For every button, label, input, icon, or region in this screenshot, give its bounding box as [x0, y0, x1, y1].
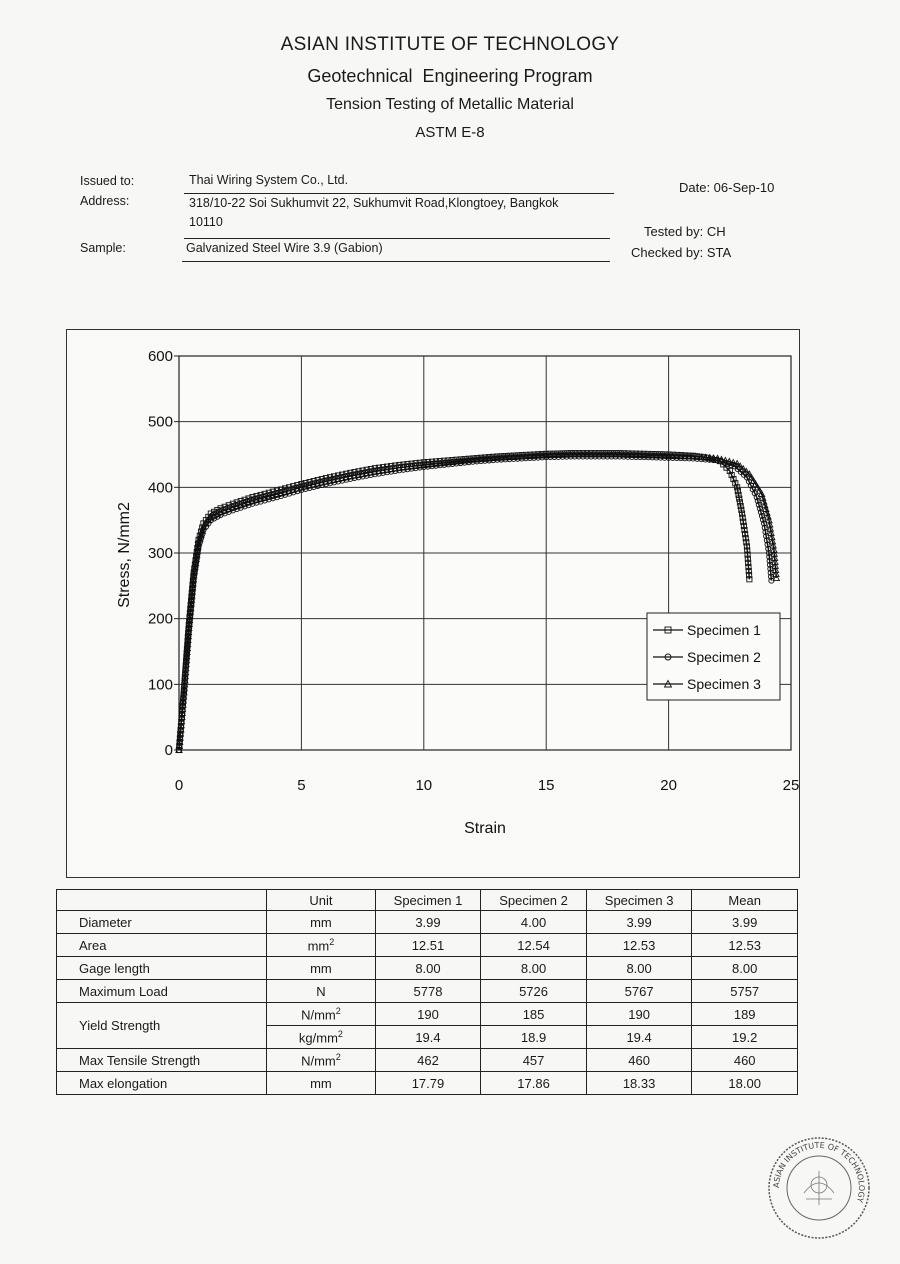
- table-row-yield-strength-n: [57, 1003, 798, 1026]
- cell-specimen-3: 3.99: [586, 911, 692, 934]
- stress-strain-chart: [66, 329, 800, 878]
- x-axis-title: Strain: [464, 820, 506, 837]
- x-tick-label: 10: [415, 777, 433, 794]
- x-tick-label: 15: [537, 777, 555, 794]
- test-date: Date: 06-Sep-10: [679, 180, 775, 195]
- x-tick-label: 0: [174, 777, 184, 794]
- unit-base: N/mm: [301, 1053, 336, 1069]
- cell-specimen-1: 8.00: [375, 957, 481, 980]
- unit-superscript: 2: [335, 1005, 341, 1016]
- cell-specimen-2: 5726: [481, 980, 587, 1003]
- y-tick-label: 0: [164, 742, 173, 759]
- address-line-1: 318/10-22 Soi Sukhumvit 22, Sukhumvit Road,Klongtoey, Bangkok: [189, 196, 559, 210]
- table-row-diameter: [57, 911, 798, 934]
- cell-mean: 12.53: [692, 934, 798, 957]
- cell-specimen-1: 190: [375, 1003, 481, 1026]
- x-tick-label: 20: [660, 777, 677, 794]
- cell-specimen-3: 5767: [586, 980, 692, 1003]
- unit-base: mm: [307, 938, 330, 954]
- cell-mean: 19.2: [692, 1026, 798, 1049]
- chart-canvas: [67, 330, 801, 879]
- table-row-maximum-load: [57, 980, 798, 1003]
- unit-base: N/mm: [301, 1007, 336, 1023]
- cell-specimen-2: 17.86: [481, 1072, 587, 1095]
- legend-label: Specimen 3: [687, 676, 761, 692]
- program-name: Geotechnical Engineering Program: [307, 66, 593, 86]
- cell-mean: 8.00: [692, 957, 798, 980]
- unit-superscript: 2: [335, 1051, 341, 1062]
- cell-specimen-1: 12.51: [375, 934, 481, 957]
- unit-superscript: 2: [337, 1028, 343, 1039]
- cell-specimen-1: 19.4: [375, 1026, 481, 1049]
- cell-specimen-3: 18.33: [586, 1072, 692, 1095]
- address-underline: [184, 238, 610, 239]
- sample-underline: [182, 261, 610, 262]
- cell-specimen-2: 4.00: [481, 911, 587, 934]
- tested-by: Tested by: CH: [644, 224, 726, 239]
- row-unit: mm: [267, 911, 376, 934]
- table-row-gage-length: [57, 957, 798, 980]
- cell-mean: 5757: [692, 980, 798, 1003]
- cell-specimen-1: 17.79: [375, 1072, 481, 1095]
- row-unit: N: [267, 980, 376, 1003]
- y-tick-label: 500: [147, 413, 173, 431]
- table-header-specimen-3: Specimen 3: [586, 890, 692, 911]
- sample-label: Sample:: [80, 241, 126, 255]
- cell-mean: 460: [692, 1049, 798, 1072]
- cell-specimen-3: 8.00: [586, 957, 692, 980]
- row-unit: [267, 934, 376, 957]
- issued-to-value: Thai Wiring System Co., Ltd.: [189, 173, 349, 187]
- table-header-mean: Mean: [692, 890, 798, 911]
- y-tick-label: 600: [147, 348, 173, 365]
- table-row-max-elongation: [57, 1072, 798, 1095]
- row-label: Diameter: [57, 911, 267, 934]
- y-tick-label: 100: [147, 676, 173, 694]
- cell-specimen-2: 8.00: [481, 957, 587, 980]
- results-table: [56, 889, 798, 1095]
- unit-base: kg/mm: [298, 1030, 338, 1046]
- cell-specimen-2: 185: [481, 1003, 587, 1026]
- cell-specimen-3: 12.53: [586, 934, 692, 957]
- row-unit: mm: [267, 957, 376, 980]
- y-tick-label: 200: [147, 610, 173, 628]
- cell-mean: 3.99: [692, 911, 798, 934]
- y-axis-title: Stress, N/mm2: [116, 502, 133, 608]
- row-unit: [267, 1049, 376, 1072]
- table-row-max-tensile-strength: [57, 1049, 798, 1072]
- cell-mean: 189: [692, 1003, 798, 1026]
- cell-specimen-3: 190: [586, 1003, 692, 1026]
- row-label: Max elongation: [57, 1072, 267, 1095]
- unit-superscript: 2: [329, 936, 335, 947]
- table-header-specimen-2: Specimen 2: [481, 890, 587, 911]
- issued-to-label: Issued to:: [80, 174, 135, 188]
- issued-to-underline: [184, 193, 614, 194]
- cell-specimen-3: 460: [586, 1049, 692, 1072]
- legend-label: Specimen 2: [687, 649, 761, 665]
- institute-name: ASIAN INSTITUTE OF TECHNOLOGY: [280, 34, 620, 55]
- cell-specimen-1: 462: [375, 1049, 481, 1072]
- table-header-unit: Unit: [267, 890, 376, 911]
- row-label: Max Tensile Strength: [57, 1049, 267, 1072]
- cell-specimen-3: 19.4: [586, 1026, 692, 1049]
- row-label: Maximum Load: [57, 980, 267, 1003]
- cell-specimen-2: 18.9: [481, 1026, 587, 1049]
- test-title: Tension Testing of Metallic Material: [326, 96, 574, 113]
- table-header-blank: [57, 890, 267, 911]
- cell-specimen-1: 3.99: [375, 911, 481, 934]
- table-header-specimen-1: Specimen 1: [375, 890, 481, 911]
- cell-specimen-2: 12.54: [481, 934, 587, 957]
- row-unit: [267, 1026, 376, 1049]
- x-tick-label: 5: [297, 777, 306, 794]
- chart-legend: [647, 613, 780, 700]
- address-label: Address:: [80, 194, 130, 208]
- legend-label: Specimen 1: [687, 622, 761, 638]
- y-tick-label: 300: [147, 545, 173, 562]
- standard-code: ASTM E-8: [415, 124, 485, 141]
- sample-value: Galvanized Steel Wire 3.9 (Gabion): [186, 241, 383, 255]
- cell-specimen-1: 5778: [375, 980, 481, 1003]
- y-tick-label: 400: [147, 479, 173, 497]
- seal-text: ASIAN INSTITUTE OF TECHNOLOGY: [771, 1140, 867, 1204]
- row-label: Area: [57, 934, 267, 957]
- x-tick-label: 25: [782, 777, 800, 794]
- row-unit: mm: [267, 1072, 376, 1095]
- address-line-2: 10110: [189, 215, 223, 229]
- cell-mean: 18.00: [692, 1072, 798, 1095]
- row-label: Gage length: [57, 957, 267, 980]
- table-header-row: [57, 890, 798, 911]
- table-row-area: [57, 934, 798, 957]
- row-unit: [267, 1003, 376, 1026]
- row-label: Yield Strength: [57, 1003, 267, 1049]
- cell-specimen-2: 457: [481, 1049, 587, 1072]
- checked-by: Checked by: STA: [631, 245, 732, 260]
- institute-seal-stamp-icon: [764, 1133, 874, 1243]
